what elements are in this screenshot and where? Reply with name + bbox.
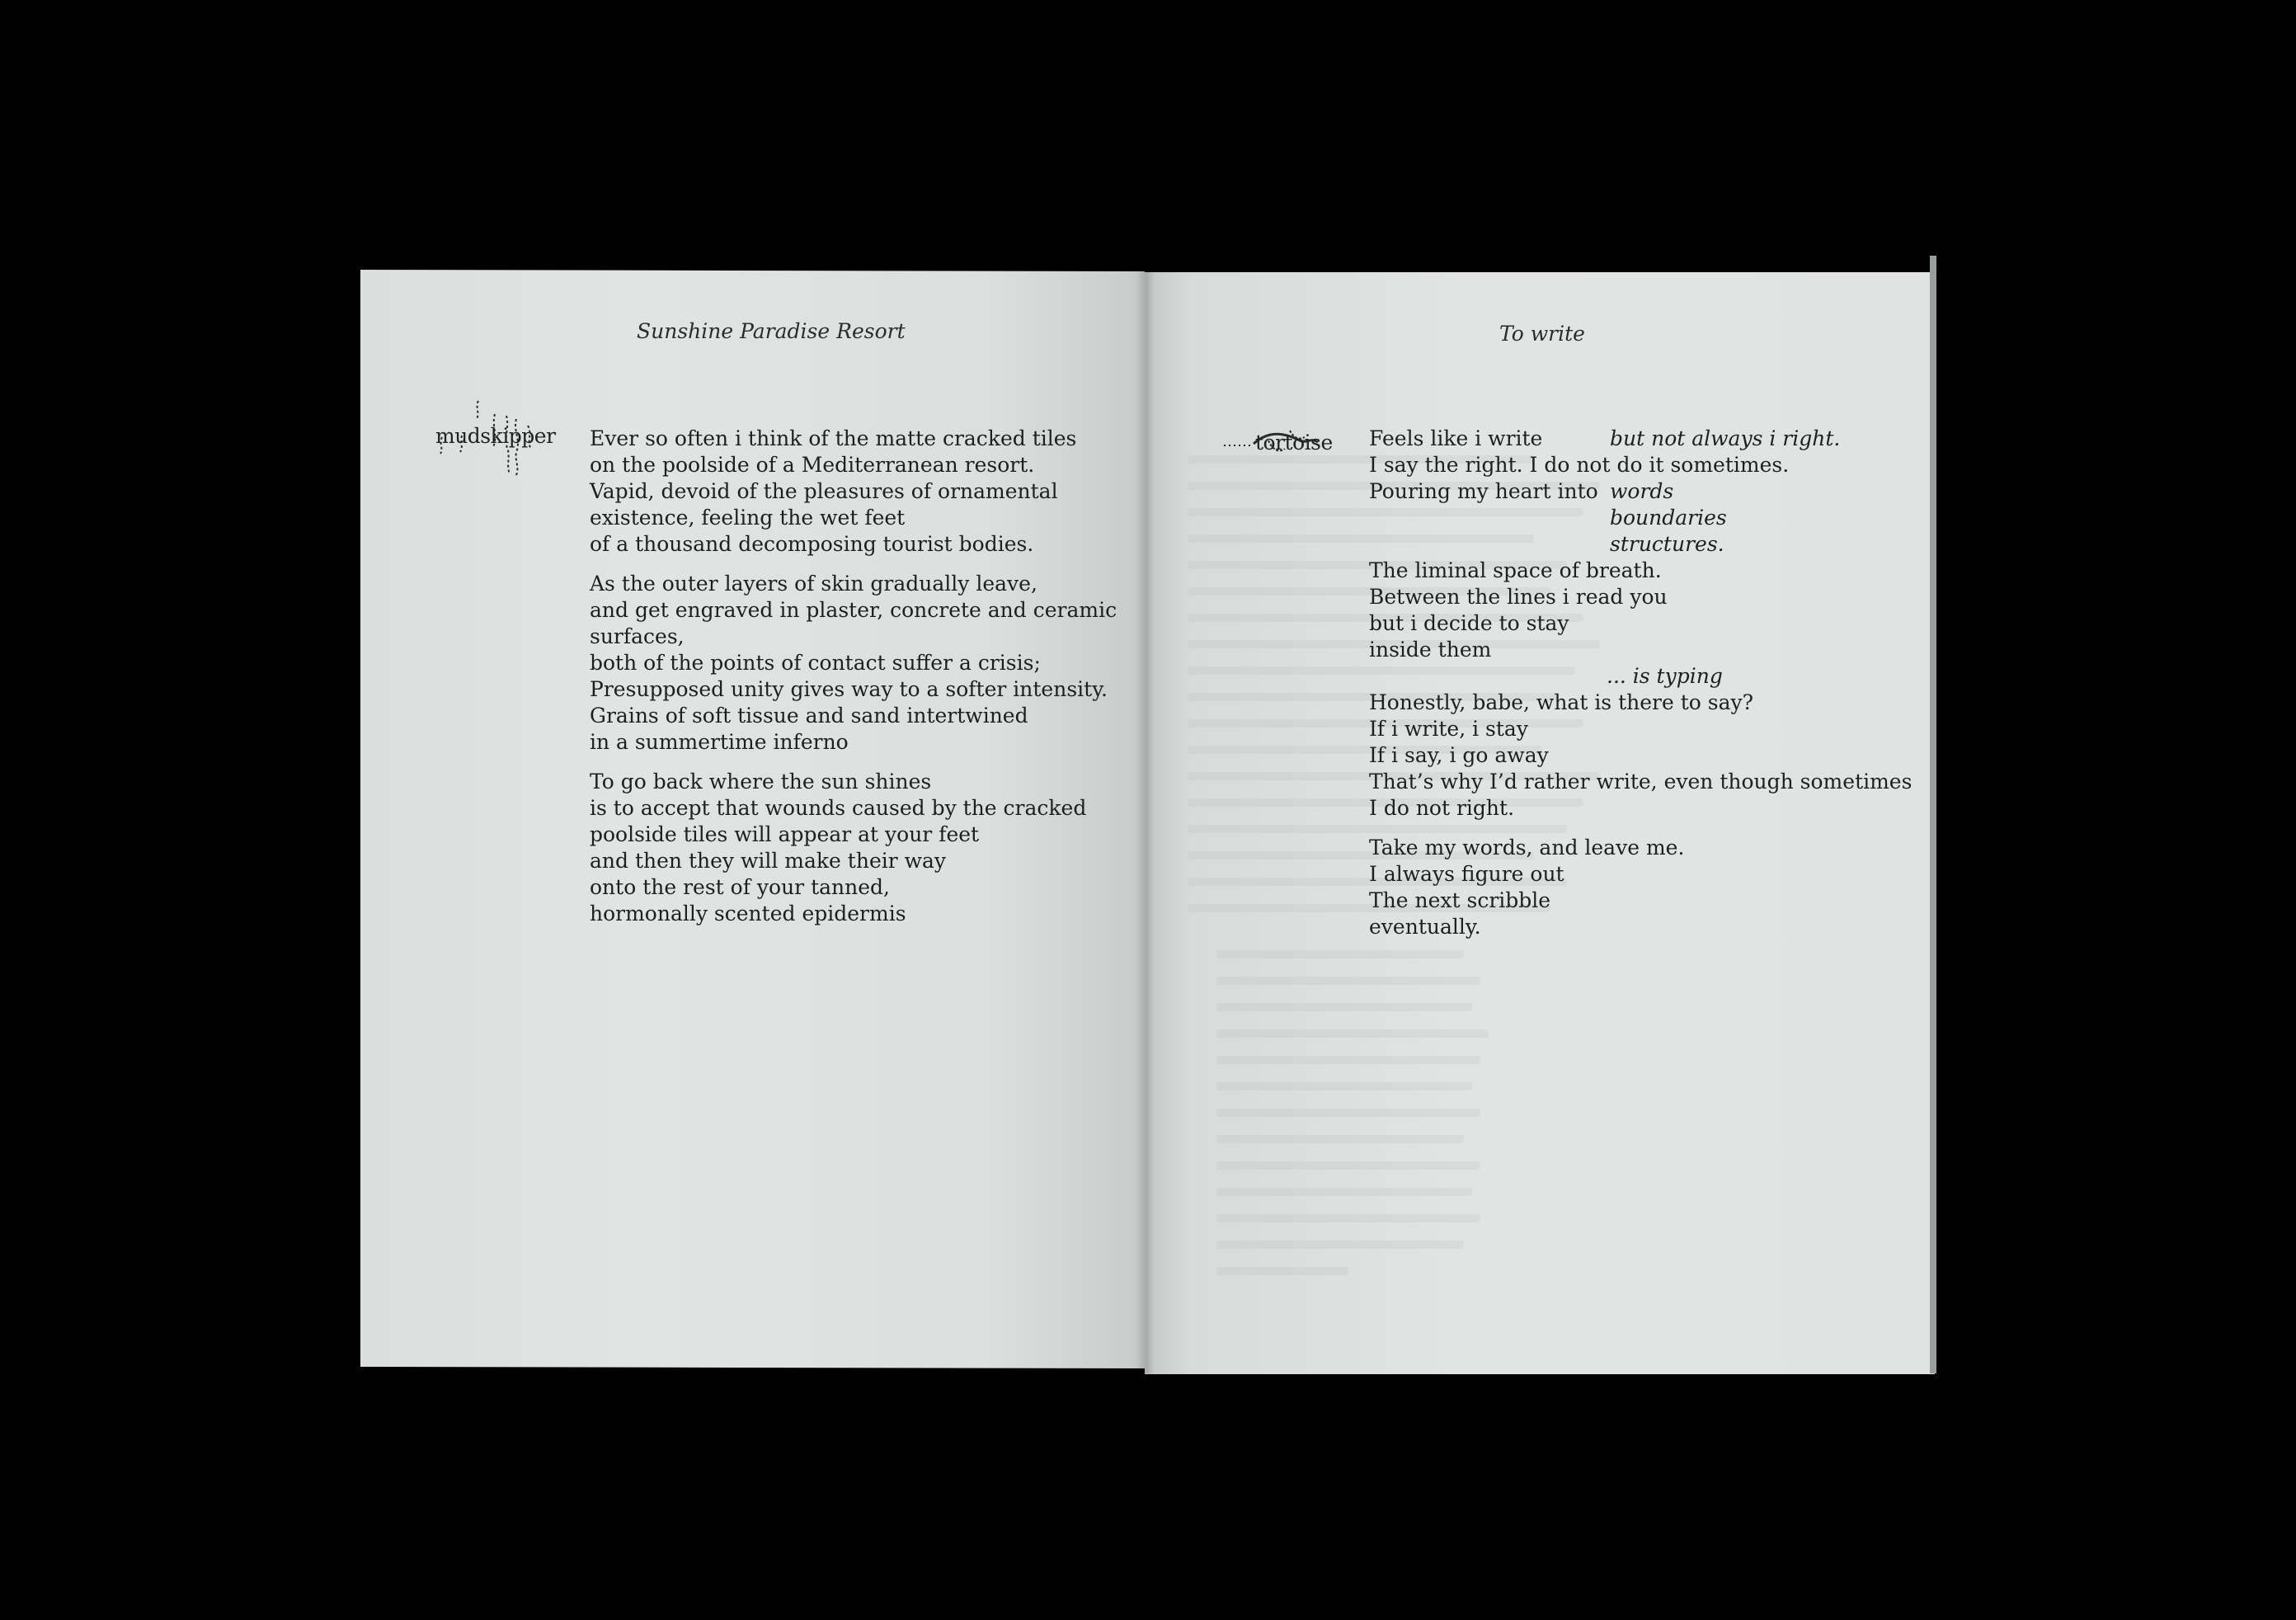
poem-line: Pouring my heart into bbox=[1369, 479, 1598, 503]
book-gutter bbox=[1136, 268, 1155, 1373]
poem-line: eventually. bbox=[1369, 915, 1481, 939]
margin-word-tortoise: tortoise bbox=[1255, 431, 1333, 454]
poem-line: in a summertime inferno bbox=[590, 730, 849, 754]
poem-line: is to accept that wounds caused by the cracked bbox=[590, 796, 1087, 820]
italic-line: boundaries bbox=[1610, 506, 1727, 530]
show-through-line bbox=[1216, 1109, 1480, 1117]
show-through-line bbox=[1216, 1214, 1480, 1222]
left-poem bbox=[590, 426, 1117, 927]
italic-column bbox=[1610, 426, 1840, 558]
poem-line: I always figure out bbox=[1369, 862, 1564, 886]
poem-line: The next scribble bbox=[1369, 888, 1551, 912]
show-through-line bbox=[1216, 1135, 1464, 1143]
show-through-line bbox=[1216, 1003, 1472, 1011]
poem-line: That’s why I’d rather write, even though sometimes bbox=[1369, 770, 1913, 794]
show-through-line bbox=[1216, 1267, 1348, 1275]
poem-line: Between the lines i read you bbox=[1369, 585, 1668, 609]
poem-line: inside them bbox=[1369, 638, 1492, 662]
poem-line: Honestly, babe, what is there to say? bbox=[1369, 690, 1754, 714]
show-through-line bbox=[1216, 1029, 1489, 1038]
show-through-line bbox=[1216, 950, 1464, 958]
poem-line: onto the rest of your tanned, bbox=[590, 875, 890, 899]
show-through-line bbox=[1216, 1082, 1472, 1090]
typing-indicator: ... is typing bbox=[1607, 664, 1723, 688]
italic-line: words bbox=[1610, 479, 1674, 503]
left-page-title: Sunshine Paradise Resort bbox=[637, 319, 906, 343]
poem-line: Ever so often i think of the matte cracked tiles bbox=[590, 426, 1077, 450]
poem-line: of a thousand decomposing tourist bodies. bbox=[590, 532, 1034, 556]
poem-line: I say the right. I do not do it sometimes. bbox=[1369, 453, 1790, 477]
show-through-line bbox=[1216, 1161, 1480, 1170]
poem-line: poolside tiles will appear at your feet bbox=[590, 822, 980, 846]
poem-line: on the poolside of a Mediterranean resort. bbox=[590, 453, 1035, 477]
poem-line: If i say, i go away bbox=[1369, 743, 1549, 767]
italic-line: but not always i right. bbox=[1610, 426, 1841, 450]
show-through-line bbox=[1216, 977, 1480, 985]
page-edge bbox=[1930, 256, 1936, 1373]
poem-line: As the outer layers of skin gradually leave, bbox=[590, 572, 1037, 596]
poem-line: The liminal space of breath. bbox=[1369, 558, 1662, 582]
show-through-line bbox=[1216, 1188, 1472, 1196]
poem-line: Vapid, devoid of the pleasures of ornamental bbox=[590, 479, 1058, 503]
poem-line: both of the points of contact suffer a crisis; bbox=[590, 651, 1041, 675]
show-through-line bbox=[1216, 1241, 1464, 1249]
poem-line: Take my words, and leave me. bbox=[1369, 836, 1685, 859]
poem-line: and then they will make their way bbox=[590, 849, 947, 873]
poem-line: hormonally scented epidermis bbox=[590, 902, 906, 925]
poem-line: Presupposed unity gives way to a softer intensity. bbox=[590, 677, 1108, 701]
poem-line: existence, feeling the wet feet bbox=[590, 506, 906, 530]
poem-line: If i write, i stay bbox=[1369, 717, 1528, 741]
tortoise-glyph bbox=[1221, 412, 1336, 470]
italic-line: structures. bbox=[1610, 532, 1724, 556]
poem-line: To go back where the sun shines bbox=[590, 770, 932, 794]
poem-line: surfaces, bbox=[590, 624, 685, 648]
margin-word-mudskipper: mudskipper bbox=[435, 424, 556, 448]
right-page-title: To write bbox=[1499, 322, 1585, 346]
poem-line: I do not right. bbox=[1369, 796, 1515, 820]
poem-line: but i decide to stay bbox=[1369, 611, 1569, 635]
poem-line: and get engraved in plaster, concrete and ceramic bbox=[590, 598, 1117, 622]
show-through-line bbox=[1216, 1056, 1480, 1064]
poem-line: Grains of soft tissue and sand intertwined bbox=[590, 704, 1028, 728]
poem-line: Feels like i write bbox=[1369, 426, 1543, 450]
mudskipper-glyph bbox=[430, 398, 562, 477]
